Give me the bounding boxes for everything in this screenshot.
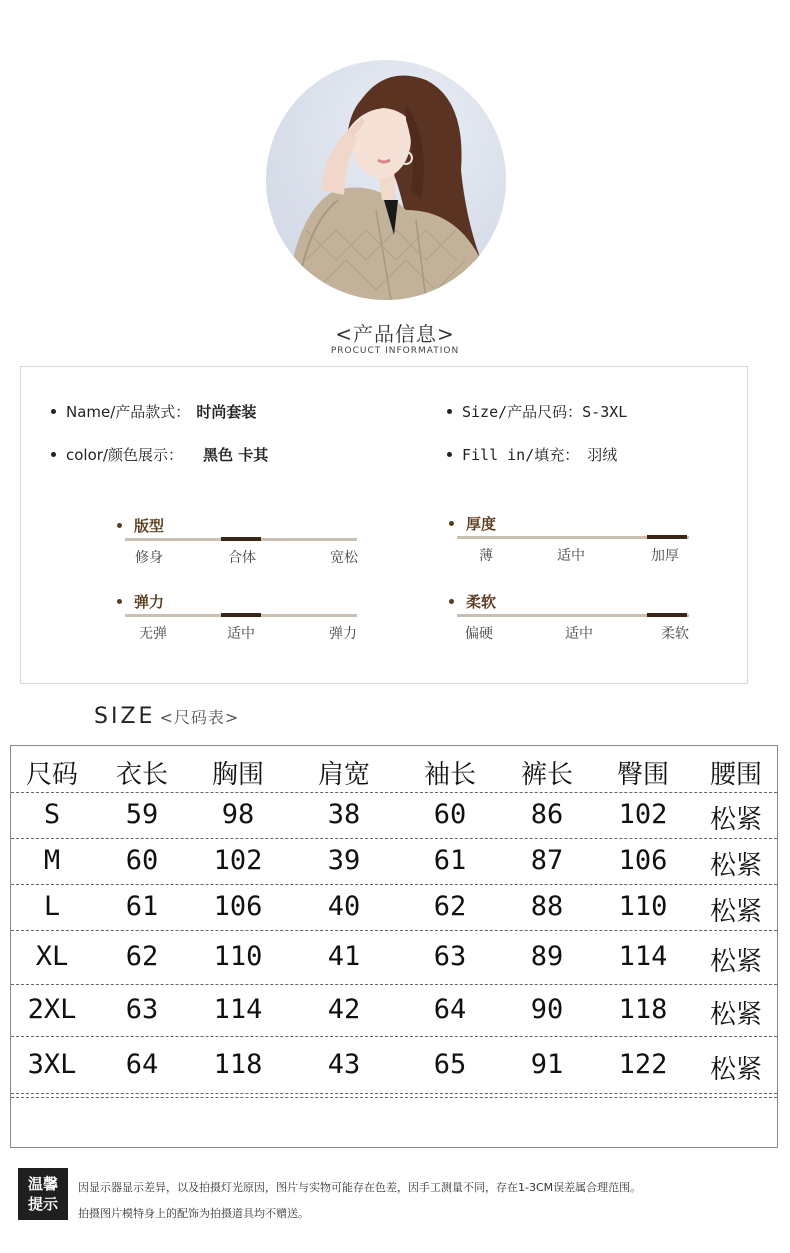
info-color-row <box>51 444 268 465</box>
table-cell: 61 <box>433 845 467 876</box>
table-header-cell: 腰围 <box>709 760 762 790</box>
table-header-cell: 袖长 <box>423 760 476 790</box>
table-header-row <box>11 746 777 793</box>
table-cell: 122 <box>618 1049 668 1080</box>
scale-labels <box>117 547 367 569</box>
product-info-box <box>20 366 748 684</box>
tip-text-line1: 因显示器显示差异，以及拍摄灯光原因，图片与实物可能存在色差，因手工测量不同，存在1-3CM误差属合理范围。 <box>78 1181 642 1194</box>
scale-marker <box>221 613 261 617</box>
table-cell: M <box>43 845 61 876</box>
table-header-cell: 胸围 <box>211 760 264 790</box>
color-value: 黑色 卡其 <box>203 446 269 464</box>
scale-title: 柔软 <box>449 591 699 613</box>
scale-labels <box>449 545 699 567</box>
table-row <box>11 931 777 985</box>
tip-text-line2: 拍摄图片模特身上的配饰为拍摄道具均不赠送。 <box>78 1207 309 1220</box>
scale-label: 合体 <box>228 550 256 566</box>
table-cell: 松紧 <box>709 1000 762 1030</box>
size-table <box>10 745 778 1148</box>
scale-label: 薄 <box>479 548 493 564</box>
color-label: color/颜色展示： <box>66 446 183 464</box>
table-cell: 110 <box>213 941 263 972</box>
scale-labels <box>449 623 699 645</box>
size-table-subheading: <尺码表> <box>159 708 240 727</box>
model-portrait-image <box>266 60 506 300</box>
bullet-icon <box>447 409 452 414</box>
table-cell: 62 <box>125 941 159 972</box>
table-cell: 42 <box>327 994 361 1025</box>
scale-marker <box>647 535 687 539</box>
table-cell: L <box>43 891 61 922</box>
scale-label: 适中 <box>565 626 593 642</box>
name-label: Name/产品款式： <box>66 403 191 421</box>
table-cell: 89 <box>530 941 564 972</box>
size-table-heading: SIZE <尺码表> <box>94 704 240 729</box>
scale-thickness <box>449 513 699 567</box>
table-cell: 61 <box>125 891 159 922</box>
table-cell: 43 <box>327 1049 361 1080</box>
section-title: <产品信息> <box>335 322 455 346</box>
table-cell: 90 <box>530 994 564 1025</box>
info-size-row <box>447 401 627 422</box>
table-cell: 98 <box>221 799 255 830</box>
bullet-icon <box>117 523 122 528</box>
section-subtitle: PROCUCT INFORMATION <box>330 346 460 356</box>
scale-bar <box>457 614 689 617</box>
name-value: 时尚套装 <box>196 403 257 421</box>
scale-bar <box>125 614 357 617</box>
table-cell: 102 <box>213 845 263 876</box>
table-cell: 88 <box>530 891 564 922</box>
table-cell: 3XL <box>27 1049 77 1080</box>
scale-bar <box>457 536 689 539</box>
table-cell: 110 <box>618 891 668 922</box>
table-row <box>11 793 777 839</box>
table-cell: 松紧 <box>709 947 762 977</box>
table-cell: 118 <box>618 994 668 1025</box>
table-cell: 39 <box>327 845 361 876</box>
table-cell: 松紧 <box>709 1055 762 1085</box>
table-cell: 65 <box>433 1049 467 1080</box>
table-cell: XL <box>35 941 69 972</box>
table-cell: 63 <box>433 941 467 972</box>
table-cell: 114 <box>213 994 263 1025</box>
table-cell: 106 <box>213 891 263 922</box>
scale-label: 适中 <box>227 626 255 642</box>
table-header-cell: 衣长 <box>115 760 168 790</box>
table-cell: 64 <box>125 1049 159 1080</box>
scale-title: 版型 <box>117 515 367 537</box>
table-cell: 59 <box>125 799 159 830</box>
table-cell: S <box>43 799 61 830</box>
fill-label: Fill in/填充： <box>462 446 580 464</box>
scale-label: 弹力 <box>329 626 357 642</box>
scale-label: 柔软 <box>661 626 689 642</box>
info-name-row <box>51 401 256 422</box>
bullet-icon <box>449 521 454 526</box>
fill-value: 羽绒 <box>587 446 618 464</box>
table-cell: 60 <box>125 845 159 876</box>
model-portrait-icon <box>266 60 506 300</box>
table-cell: 38 <box>327 799 361 830</box>
scale-labels <box>117 623 367 645</box>
table-header-cell: 肩宽 <box>317 760 370 790</box>
table-cell: 106 <box>618 845 668 876</box>
info-fill-row <box>447 444 617 465</box>
bullet-icon <box>51 409 56 414</box>
table-empty-row <box>11 1094 777 1098</box>
table-cell: 63 <box>125 994 159 1025</box>
table-header-cell: 臀围 <box>616 760 669 790</box>
table-row <box>11 1037 777 1094</box>
bullet-icon <box>447 452 452 457</box>
scale-bar <box>125 538 357 541</box>
scale-label: 偏硬 <box>465 626 493 642</box>
table-cell: 91 <box>530 1049 564 1080</box>
scale-label: 宽松 <box>330 550 358 566</box>
scale-marker <box>221 537 261 541</box>
table-cell: 118 <box>213 1049 263 1080</box>
scale-label: 无弹 <box>139 626 167 642</box>
table-row <box>11 885 777 931</box>
size-label: Size/产品尺码： <box>462 403 583 421</box>
table-cell: 2XL <box>27 994 77 1025</box>
bullet-icon <box>51 452 56 457</box>
table-row <box>11 985 777 1037</box>
scale-marker <box>647 613 687 617</box>
table-cell: 64 <box>433 994 467 1025</box>
table-cell: 41 <box>327 941 361 972</box>
table-cell: 114 <box>618 941 668 972</box>
table-cell: 松紧 <box>709 851 762 881</box>
scale-softness <box>449 591 699 645</box>
scale-label: 修身 <box>135 550 163 566</box>
table-cell: 松紧 <box>709 805 762 835</box>
bullet-icon <box>449 599 454 604</box>
table-cell: 62 <box>433 891 467 922</box>
table-cell: 86 <box>530 799 564 830</box>
table-header-cell: 裤长 <box>520 760 573 790</box>
bullet-icon <box>117 599 122 604</box>
table-row <box>11 839 777 885</box>
table-cell: 60 <box>433 799 467 830</box>
table-header-cell: 尺码 <box>25 760 78 790</box>
table-cell: 102 <box>618 799 668 830</box>
scale-label: 加厚 <box>651 548 679 564</box>
scale-title: 厚度 <box>449 513 699 535</box>
scale-fit <box>117 515 367 569</box>
scale-title: 弹力 <box>117 591 367 613</box>
table-cell: 87 <box>530 845 564 876</box>
table-cell: 松紧 <box>709 897 762 927</box>
table-cell: 40 <box>327 891 361 922</box>
scale-elasticity <box>117 591 367 645</box>
scale-label: 适中 <box>557 548 585 564</box>
tip-badge: 温馨 提示 <box>18 1168 68 1220</box>
size-value: S-3XL <box>582 403 628 421</box>
